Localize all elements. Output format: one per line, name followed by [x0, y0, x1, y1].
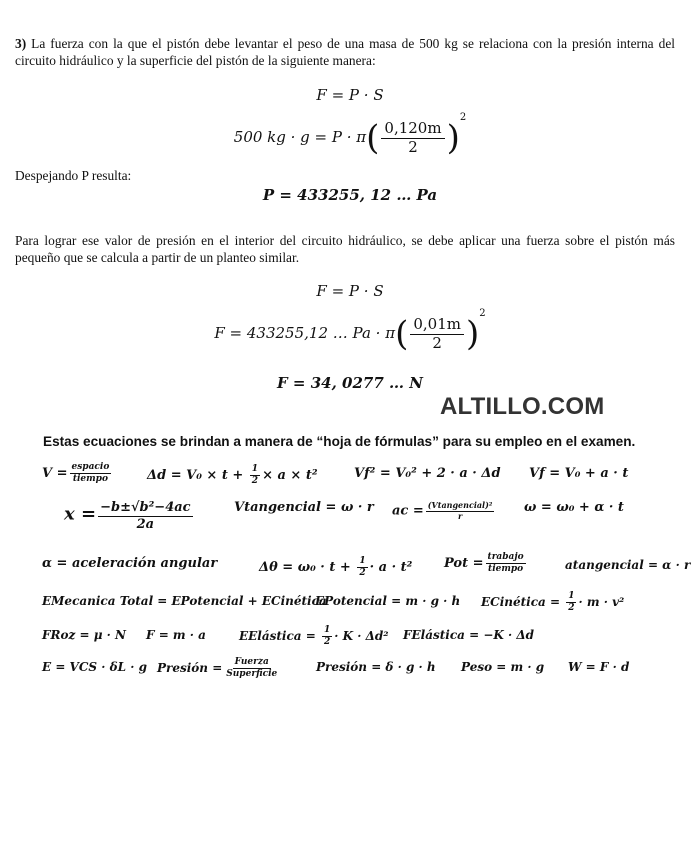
formula-atangencial: atangencial = α · r: [565, 558, 691, 572]
watermark-logo: ALTILLO.COM: [440, 393, 605, 420]
dtheta-rest: · a · t²: [369, 559, 413, 575]
quadratic-num: −b±√b²−4ac: [100, 500, 191, 515]
eq4-numerator: 0,01m: [410, 316, 464, 334]
eq4-left: F = 433255,12 … Pa · π: [214, 324, 396, 342]
formula-power: [444, 552, 528, 575]
displacement-den: 2: [251, 475, 259, 486]
eq2-numerator: 0,120m: [381, 120, 444, 138]
formula-alpha: α = aceleración angular: [42, 556, 218, 571]
dtheta-num: 1: [359, 556, 366, 566]
formula-friction: FRoz = μ · N: [42, 628, 127, 642]
pressure-lhs: Presión =: [157, 660, 223, 675]
formula-work: W = F · d: [568, 660, 630, 674]
eq4-exponent: 2: [479, 308, 486, 319]
quadratic-lhs: x =: [64, 503, 97, 525]
formula-vf-squared: Vf² = V₀² + 2 · a · Δd: [354, 466, 501, 481]
formula-vtangencial: Vtangencial = ω · r: [234, 500, 374, 515]
formula-hydrostatic-pressure: Presión = δ · g · h: [316, 660, 436, 674]
formula-velocity: [42, 462, 113, 485]
elastic-num: 1: [323, 625, 331, 635]
formula-quadratic: [64, 500, 195, 532]
result-pressure: P = 433255, 12 … Pa: [262, 186, 438, 204]
velocity-den: tiempo: [72, 473, 108, 484]
displacement-rest: × a × t²: [262, 467, 318, 483]
velocity-num: espacio: [71, 462, 110, 472]
displacement-num: 1: [251, 464, 259, 474]
equation-force-pressure: F = P · S: [316, 86, 384, 104]
kinetic-rest: · m · v²: [578, 594, 625, 609]
formula-weight: Peso = m · g: [461, 660, 545, 674]
problem-number: 3): [15, 36, 27, 51]
despejando-text: Despejando P resulta:: [15, 168, 132, 183]
eq2-left: 500 kg · g = P · π: [233, 128, 367, 146]
equation-small-force: F = 433255,12 … Pa · π( $\frac{0,01m}{2}$ )$^2$: [214, 308, 486, 354]
formula-buoyancy: E = VCS · δL · g: [42, 660, 147, 674]
elastic-rest: · K · Δd²: [334, 628, 389, 643]
formula-delta-theta: [259, 556, 412, 579]
formula-newton: F = m · a: [146, 628, 206, 642]
ac-num: (Vtangencial)²: [427, 500, 493, 510]
power-lhs: Pot =: [444, 555, 484, 571]
kinetic-num: 1: [568, 591, 575, 601]
equation-force-pressure-2: F = P · S: [316, 282, 384, 300]
formula-kinetic-energy: [481, 591, 624, 614]
elastic-den: 2: [323, 636, 331, 647]
equation-mass-pressure: 500 kg · g = P · π( $\frac{0,120m}{2}$ )$^2$: [233, 112, 467, 158]
elastic-lhs: EElástica =: [239, 628, 320, 643]
ac-lhs: ac =: [392, 503, 424, 519]
quadratic-den: 2a: [136, 516, 155, 532]
dtheta-lhs: Δθ = ω₀ · t +: [259, 559, 356, 575]
eq2-denominator: 2: [408, 137, 418, 156]
pressure-den: Superficie: [226, 668, 278, 679]
problem-intro: [15, 35, 675, 69]
displacement-lhs: Δd = V₀ × t +: [147, 467, 248, 483]
formula-mechanical-energy: EMecanica Total = EPotencial + ECinética: [42, 594, 327, 608]
eq2-exponent: 2: [459, 112, 467, 123]
formula-potential-energy: EPotencial = m · g · h: [315, 594, 461, 608]
eq4-denominator: 2: [432, 333, 442, 352]
formula-omega: ω = ω₀ + α · t: [524, 500, 624, 515]
pressure-num: Fuerza: [234, 657, 269, 667]
paragraph-small-piston: Para lograr ese valor de presión en el interior del circuito hidráulico, se debe aplicar una fuerza sobre el pistón más pequeño que se calcula a partir de un planteo similar.: [15, 233, 675, 265]
formula-sheet-heading: Estas ecuaciones se brindan a manera de “hoja de fórmulas” para su empleo en el examen.: [43, 434, 636, 449]
power-den: tiempo: [488, 563, 524, 574]
kinetic-lhs: ECinética =: [481, 594, 565, 609]
formula-displacement: [147, 464, 318, 487]
result-force: F = 34, 0277 … N: [277, 374, 423, 392]
velocity-lhs: V =: [42, 465, 68, 481]
formula-ac: [392, 501, 496, 521]
dtheta-den: 2: [359, 567, 366, 578]
formula-pressure: [157, 657, 281, 680]
power-num: trabajo: [487, 552, 524, 562]
formula-elastic-energy: [239, 625, 389, 648]
problem-intro-text: La fuerza con la que el pistón debe levantar el peso de una masa de 500 kg se relaciona con la presión interna del circuito hidráulico y la superficie del pistón de la siguiente manera:: [15, 36, 675, 68]
kinetic-den: 2: [568, 602, 575, 613]
ac-den: r: [457, 510, 463, 521]
formula-elastic-force: FElástica = −K · Δd: [403, 628, 535, 642]
formula-vf: Vf = V₀ + a · t: [529, 466, 629, 481]
